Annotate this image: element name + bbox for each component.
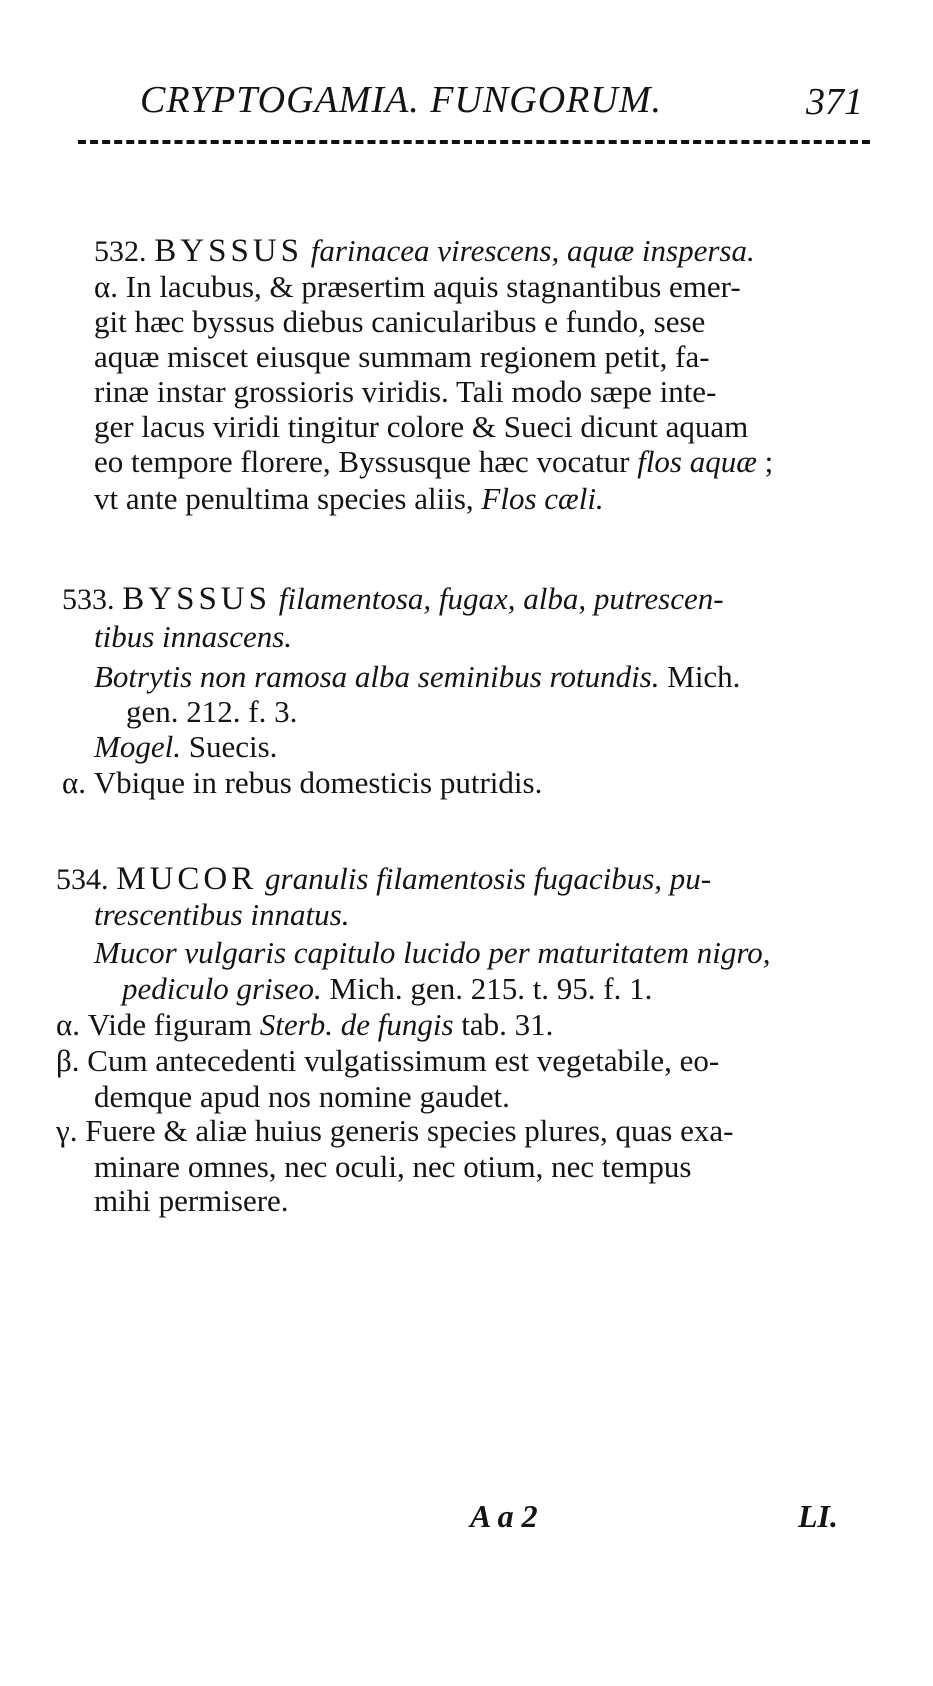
text-line: rinæ instar grossioris viridis. Tali modo sæpe inte- <box>94 374 717 409</box>
italic-term: Flos cæli. <box>481 481 604 516</box>
signature-mark: A a 2 <box>470 1498 538 1534</box>
text-line <box>94 482 604 516</box>
entry-number: 534. <box>56 863 109 896</box>
text-line: git hæc byssus diebus canicularibus e fundo, sese <box>94 304 706 339</box>
diagnosis: granulis filamentosis fugacibus, pu- <box>265 861 712 896</box>
text-segment: tab. 31. <box>453 1007 554 1042</box>
synonym-line <box>94 660 740 694</box>
page-number: 371 <box>806 81 863 123</box>
entry-number: 532. <box>94 235 147 268</box>
text-segment: α. Vide figuram <box>56 1007 260 1042</box>
text-segment: eo tempore florere, Byssusque hæc vocatur <box>94 444 638 479</box>
diagnosis: filamentosa, fugax, alba, putrescen- <box>278 581 724 616</box>
diagnosis: farinacea virescens, aquæ inspersa. <box>310 233 755 268</box>
diagnosis-continuation: trescentibus innatus. <box>94 897 350 932</box>
italic-term: Sterb. de fungis <box>259 1007 454 1042</box>
text-line: ger lacus viridi tingitur colore & Sueci dicunt aquam <box>94 409 749 444</box>
text-segment: vt ante penultima species aliis, <box>94 481 482 516</box>
synonym-line: Mucor vulgaris capitulo lucido per maturitatem nigro, <box>94 935 771 970</box>
synonym: Botrytis non ramosa alba seminibus rotundis. <box>94 659 660 694</box>
genus-name: MUCOR <box>116 861 258 897</box>
synonym-line <box>122 972 652 1006</box>
genus-name: BYSSUS <box>154 233 303 269</box>
note-line: α. Vbique in rebus domesticis putridis. <box>62 765 543 800</box>
vernacular-name: Mogel. <box>94 729 181 764</box>
entry-heading <box>62 582 724 617</box>
note-gamma: γ. Fuere & aliæ huius generis species plures, quas exa- <box>56 1113 734 1148</box>
text-line: α. In lacubus, & præsertim aquis stagnantibus emer- <box>94 269 741 304</box>
italic-term: flos aquæ <box>637 444 757 479</box>
note-beta-continuation: demque apud nos nomine gaudet. <box>94 1079 510 1114</box>
diagnosis-continuation: tibus innascens. <box>94 619 293 654</box>
vernacular-line <box>94 730 277 764</box>
header-rule <box>78 140 870 144</box>
reference-line: gen. 212. f. 3. <box>126 694 298 729</box>
text-segment: Suecis. <box>180 729 278 764</box>
note-beta: β. Cum antecedenti vulgatissimum est vegetabile, eo- <box>56 1043 720 1078</box>
reference: Mich. gen. 215. t. 95. f. 1. <box>321 971 653 1006</box>
reference: Mich. <box>659 659 741 694</box>
entry-heading <box>56 862 711 897</box>
synonym: pediculo griseo. <box>122 971 322 1006</box>
entry-heading <box>94 234 755 269</box>
note-gamma-continuation: minare omnes, nec oculi, nec otium, nec tempus <box>94 1149 692 1184</box>
genus-name: BYSSUS <box>122 581 271 617</box>
note-alpha <box>56 1008 553 1042</box>
running-header-title: CRYPTOGAMIA. FUNGORUM. <box>140 79 662 121</box>
entry-number: 533. <box>62 583 115 616</box>
text-segment: ; <box>756 444 774 479</box>
text-line: aquæ miscet eiusque summam regionem petit, fa- <box>94 339 710 374</box>
text-line <box>94 445 773 479</box>
note-gamma-continuation: mihi permisere. <box>94 1183 289 1218</box>
catchword: LI. <box>798 1498 838 1534</box>
